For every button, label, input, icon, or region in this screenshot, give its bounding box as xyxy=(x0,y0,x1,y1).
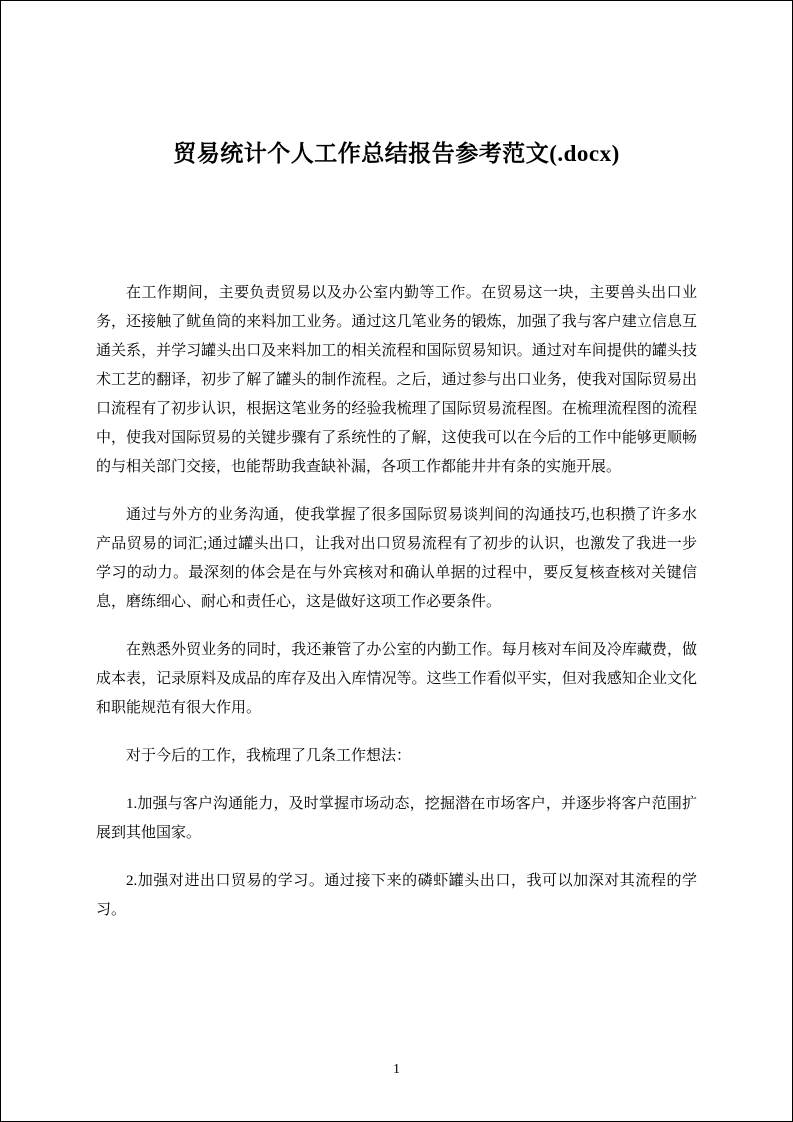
document-title: 贸易统计个人工作总结报告参考范文(.docx) xyxy=(173,141,620,166)
paragraph: 对于今后的工作，我梳理了几条工作想法： xyxy=(126,748,412,764)
document-body xyxy=(96,279,697,925)
paragraph: 通过与外方的业务沟通，使我掌握了很多国际贸易谈判间的沟通技巧,也积攒了许多水产品贸易的词汇;通过罐头出口，让我对出口贸易流程有了初步的认识，也激发了我进一步学习的动力。最深刻的体会是在与外宾核对和确认单据的过程中，要反复核查核对关键信息，磨练细心、耐心和责任心，这是做好这项工作必要条件。 xyxy=(96,507,697,610)
page-number: 1 xyxy=(393,1062,400,1077)
paragraph: 1.加强与客户沟通能力，及时掌握市场动态，挖掘潜在市场客户，并逐步将客户范围扩展到其他国家。 xyxy=(96,796,697,841)
paragraph: 在工作期间，主要负责贸易以及办公室内勤等工作。在贸易这一块，主要兽头出口业务，还接触了鱿鱼筒的来料加工业务。通过这几笔业务的锻炼，加强了我与客户建立信息互通关系，并学习罐头出口及来料加工的相关流程和国际贸易知识。通过对车间提供的罐头技术工艺的翻译，初步了解了罐头的制作流程。之后，通过参与出口业务，使我对国际贸易出口流程有了初步认识，根据这笔业务的经验我梳理了国际贸易流程图。在梳理流程图的流程中，使我对国际贸易的关键步骤有了系统性的了解，这使我可以在今后的工作中能够更顺畅的与相关部门交接，也能帮助我查缺补漏，各项工作都能井井有条的实施开展。 xyxy=(96,285,697,475)
paragraph: 在熟悉外贸业务的同时，我还兼管了办公室的内勤工作。每月核对车间及冷库藏费，做成本表，记录原料及成品的库存及出入库情况等。这些工作看似平实，但对我感知企业文化和职能规范有很大作用。 xyxy=(96,642,697,716)
paragraph: 2.加强对进出口贸易的学习。通过接下来的磷虾罐头出口，我可以加深对其流程的学习。 xyxy=(96,873,697,918)
